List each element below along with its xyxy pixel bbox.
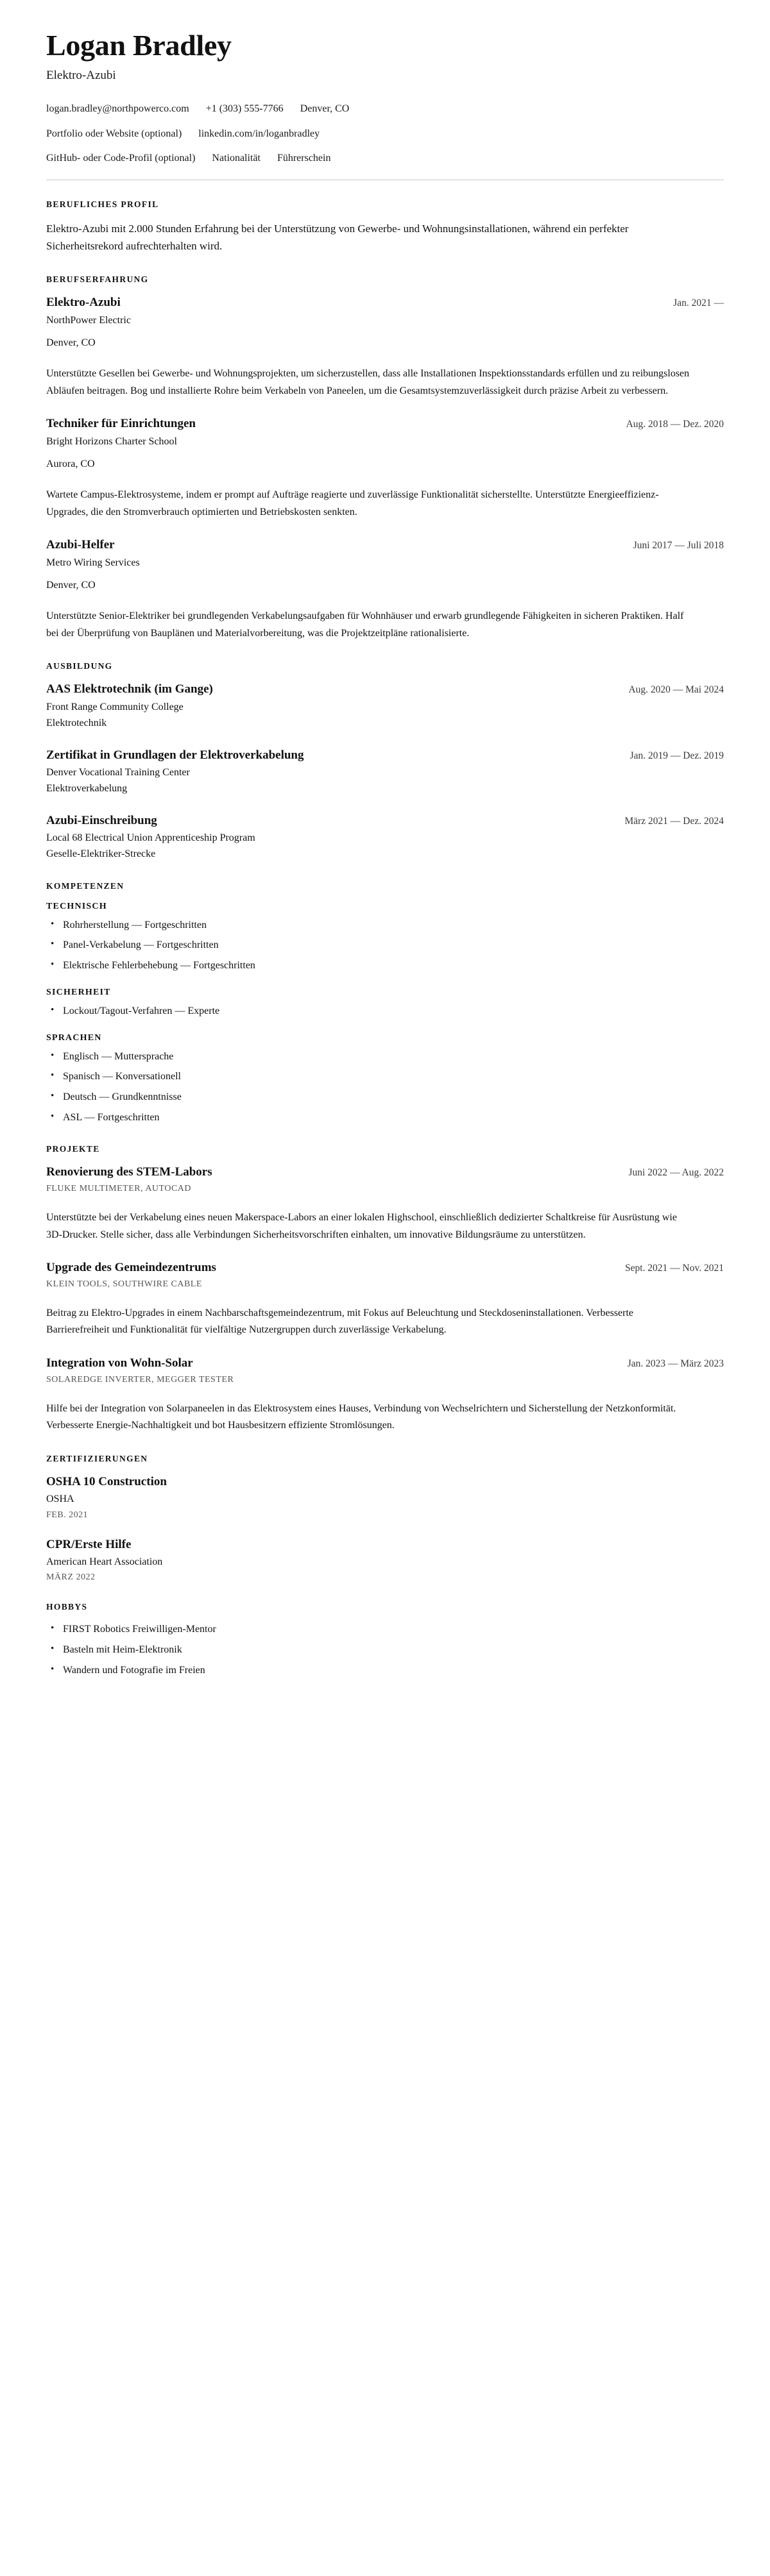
skill-item: • Lockout/Tagout-Verfahren — Experte	[46, 1004, 724, 1019]
experience-date: Aug. 2018 — Dez. 2020	[626, 419, 724, 430]
section-experience	[46, 274, 724, 642]
section-summary	[46, 199, 724, 255]
project-entry	[46, 1165, 724, 1243]
experience-entry	[46, 295, 724, 400]
resume-header	[46, 29, 724, 165]
hobby-item: • Basteln mit Heim-Elektronik	[46, 1643, 724, 1658]
experience-entry-head	[46, 416, 724, 432]
contact-location: Denver, CO	[300, 103, 350, 115]
education-field: Elektroverkabelung	[46, 783, 128, 795]
contact-driving-license: Führerschein	[277, 152, 331, 164]
experience-role: Techniker für Einrichtungen	[46, 417, 196, 431]
skill-item: • ASL — Fortgeschritten	[46, 1111, 724, 1125]
section-title-skills: KOMPETENZEN	[46, 880, 124, 891]
project-name: Integration von Wohn-Solar	[46, 1356, 193, 1370]
skill-item: • Rohrherstellung — Fortgeschritten	[46, 918, 724, 933]
certification-entry	[46, 1537, 724, 1583]
hobby-item: • Wandern und Fotografie im Freien	[46, 1663, 724, 1678]
education-entry-head	[46, 748, 724, 764]
experience-date: Jan. 2021 —	[673, 297, 724, 308]
project-entry	[46, 1356, 724, 1435]
education-degree: AAS Elektrotechnik (im Gange)	[46, 682, 213, 696]
project-tools: SOLAREDGE INVERTER, MEGGER TESTER	[46, 1374, 234, 1385]
experience-description: Wartete Campus-Elektrosysteme, indem er prompt auf Aufträge reagierte und zuverlässige Funktionalität sicherstellte. Unterstützte Energieeffizienz-Upgrades, die den Stromverbrauch optimierten und Betriebskosten senkten.	[46, 489, 659, 518]
project-tools: FLUKE MULTIMETER, AUTOCAD	[46, 1184, 192, 1194]
experience-entry-head	[46, 295, 724, 311]
experience-entry-head	[46, 537, 724, 553]
skill-list	[46, 1004, 724, 1019]
candidate-name: Logan Bradley	[46, 29, 232, 62]
contact-github[interactable]: GitHub- oder Code-Profil (optional)	[46, 152, 196, 164]
skill-item: • Englisch — Muttersprache	[46, 1050, 724, 1065]
project-date: Sept. 2021 — Nov. 2021	[625, 1263, 724, 1274]
skill-group-safety	[46, 988, 724, 1019]
contact-email[interactable]: logan.bradley@northpowerco.com	[46, 103, 189, 115]
contact-linkedin[interactable]: linkedin.com/in/loganbradley	[198, 128, 320, 139]
project-date: Juni 2022 — Aug. 2022	[628, 1167, 724, 1179]
summary-text: Elektro-Azubi mit 2.000 Stunden Erfahrung bei der Unterstützung von Gewerbe- und Wohnungsinstallationen, während ein perfekter Sicherheitsrekord aufrechterhalten wird.	[46, 222, 629, 253]
skill-group-technical	[46, 902, 724, 973]
education-entry	[46, 813, 724, 862]
project-entry-head	[46, 1356, 724, 1372]
education-school: Denver Vocational Training Center	[46, 767, 190, 779]
section-title-hobbies: HOBBYS	[46, 1602, 88, 1612]
education-degree: Zertifikat in Grundlagen der Elektroverkabelung	[46, 748, 304, 762]
project-description: Hilfe bei der Integration von Solarpaneelen in das Elektrosystem eines Hauses, Verbindung von Wechselrichtern und Sicherstellung der Netzkonformität. Verbesserte Energie-Nachhaltigkeit und bot Hausbesitzern effiziente Stromlösungen.	[46, 1402, 676, 1431]
education-date: Aug. 2020 — Mai 2024	[628, 684, 724, 696]
section-certifications	[46, 1454, 724, 1583]
section-education	[46, 661, 724, 861]
certification-issuer: American Heart Association	[46, 1556, 163, 1568]
education-field: Elektrotechnik	[46, 718, 107, 729]
certification-date: FEB. 2021	[46, 1510, 89, 1520]
contact-row-primary	[46, 101, 724, 116]
skill-group-title: TECHNISCH	[46, 901, 107, 911]
certification-issuer: OSHA	[46, 1494, 74, 1505]
hobby-item: • FIRST Robotics Freiwilligen-Mentor	[46, 1622, 724, 1637]
education-school: Local 68 Electrical Union Apprenticeship Program	[46, 832, 255, 844]
project-entry-head	[46, 1165, 724, 1181]
education-degree: Azubi-Einschreibung	[46, 813, 157, 827]
experience-company: NorthPower Electric	[46, 314, 131, 326]
skill-group-languages	[46, 1033, 724, 1125]
experience-entry	[46, 537, 724, 642]
education-entry-head	[46, 813, 724, 829]
contact-portfolio[interactable]: Portfolio oder Website (optional)	[46, 128, 182, 139]
contact-phone[interactable]: +1 (303) 555-7766	[205, 103, 284, 115]
project-name: Renovierung des STEM-Labors	[46, 1165, 212, 1179]
project-description: Unterstützte bei der Verkabelung eines neuen Makerspace-Labors an einer lokalen Highschool, einschließlich dedizierter Schaltkreise für Ausrüstung wie 3D-Drucker. Stelle sicher, dass alle Verbindungen Sicherheitsvorschriften einhalten, um innovative Bildungsräume zu unterstützen.	[46, 1212, 677, 1240]
project-tools: KLEIN TOOLS, SOUTHWIRE CABLE	[46, 1279, 202, 1289]
education-entry	[46, 748, 724, 796]
skill-group-title: SICHERHEIT	[46, 987, 111, 997]
experience-location: Denver, CO	[46, 580, 96, 591]
skill-list	[46, 918, 724, 973]
experience-company: Metro Wiring Services	[46, 557, 140, 568]
project-entry	[46, 1260, 724, 1339]
experience-location: Denver, CO	[46, 337, 96, 348]
skill-list	[46, 1050, 724, 1125]
project-date: Jan. 2023 — März 2023	[627, 1358, 724, 1369]
experience-role: Azubi-Helfer	[46, 538, 115, 552]
education-date: Jan. 2019 — Dez. 2019	[629, 750, 724, 761]
section-title-experience: BERUFSERFAHRUNG	[46, 274, 149, 284]
section-hobbies	[46, 1602, 724, 1678]
contact-row-tertiary	[46, 151, 724, 165]
skill-item: • Panel-Verkabelung — Fortgeschritten	[46, 938, 724, 953]
section-title-certifications: ZERTIFIZIERUNGEN	[46, 1453, 148, 1463]
project-entry-head	[46, 1260, 724, 1276]
skill-group-title: SPRACHEN	[46, 1032, 102, 1043]
hobby-list	[46, 1622, 724, 1678]
contact-nationality: Nationalität	[212, 152, 261, 164]
section-title-summary: BERUFLICHES PROFIL	[46, 199, 159, 209]
education-entry	[46, 682, 724, 730]
education-date: März 2021 — Dez. 2024	[624, 815, 724, 827]
skill-item: • Spanisch — Konversationell	[46, 1070, 724, 1084]
project-description: Beitrag zu Elektro-Upgrades in einem Nachbarschaftsgemeindezentrum, mit Fokus auf Beleuchtung und Steckdoseninstallationen. Verbesserte Barrierefreiheit und Funktionalität für vielfältige Nutzergruppen durch zuverlässige Verkabelung.	[46, 1307, 633, 1336]
section-title-projects: PROJEKTE	[46, 1144, 100, 1154]
experience-description: Unterstützte Senior-Elektriker bei grundlegenden Verkabelungsaufgaben für Wohnhäuser und erwarb grundlegende Fähigkeiten in sicheren Praktiken. Half bei der Überprüfung von Bauplänen und Materialvorbereitung, was die Projektzeitpläne rationalisierte.	[46, 610, 684, 639]
education-field: Geselle-Elektriker-Strecke	[46, 848, 156, 860]
certification-name: OSHA 10 Construction	[46, 1474, 167, 1488]
contact-row-secondary	[46, 126, 724, 141]
skill-item: • Deutsch — Grundkenntnisse	[46, 1090, 724, 1105]
education-school: Front Range Community College	[46, 702, 184, 713]
experience-description: Unterstützte Gesellen bei Gewerbe- und Wohnungsprojekten, um sicherzustellen, dass alle Installationen Inspektionsstandards erfüllen und zu reibungslosen Abläufen beitragen. Bog und installierte Rohre beim Verkabeln von Paneelen, um die Gesamtsystemzuverlässigkeit durch präzise Arbeit zu verbessern.	[46, 368, 690, 396]
section-projects	[46, 1144, 724, 1434]
certification-name: CPR/Erste Hilfe	[46, 1537, 132, 1551]
education-entry-head	[46, 682, 724, 698]
certification-date: MÄRZ 2022	[46, 1572, 96, 1583]
experience-entry	[46, 416, 724, 521]
project-name: Upgrade des Gemeindezentrums	[46, 1261, 216, 1275]
experience-date: Juni 2017 — Juli 2018	[633, 540, 724, 551]
skill-item: • Elektrische Fehlerbehebung — Fortgeschritten	[46, 959, 724, 973]
experience-location: Aurora, CO	[46, 459, 95, 470]
candidate-headline: Elektro-Azubi	[46, 68, 116, 82]
section-skills	[46, 881, 724, 1125]
certification-entry	[46, 1474, 724, 1520]
experience-company: Bright Horizons Charter School	[46, 435, 177, 447]
section-title-education: AUSBILDUNG	[46, 661, 113, 671]
experience-role: Elektro-Azubi	[46, 295, 121, 309]
